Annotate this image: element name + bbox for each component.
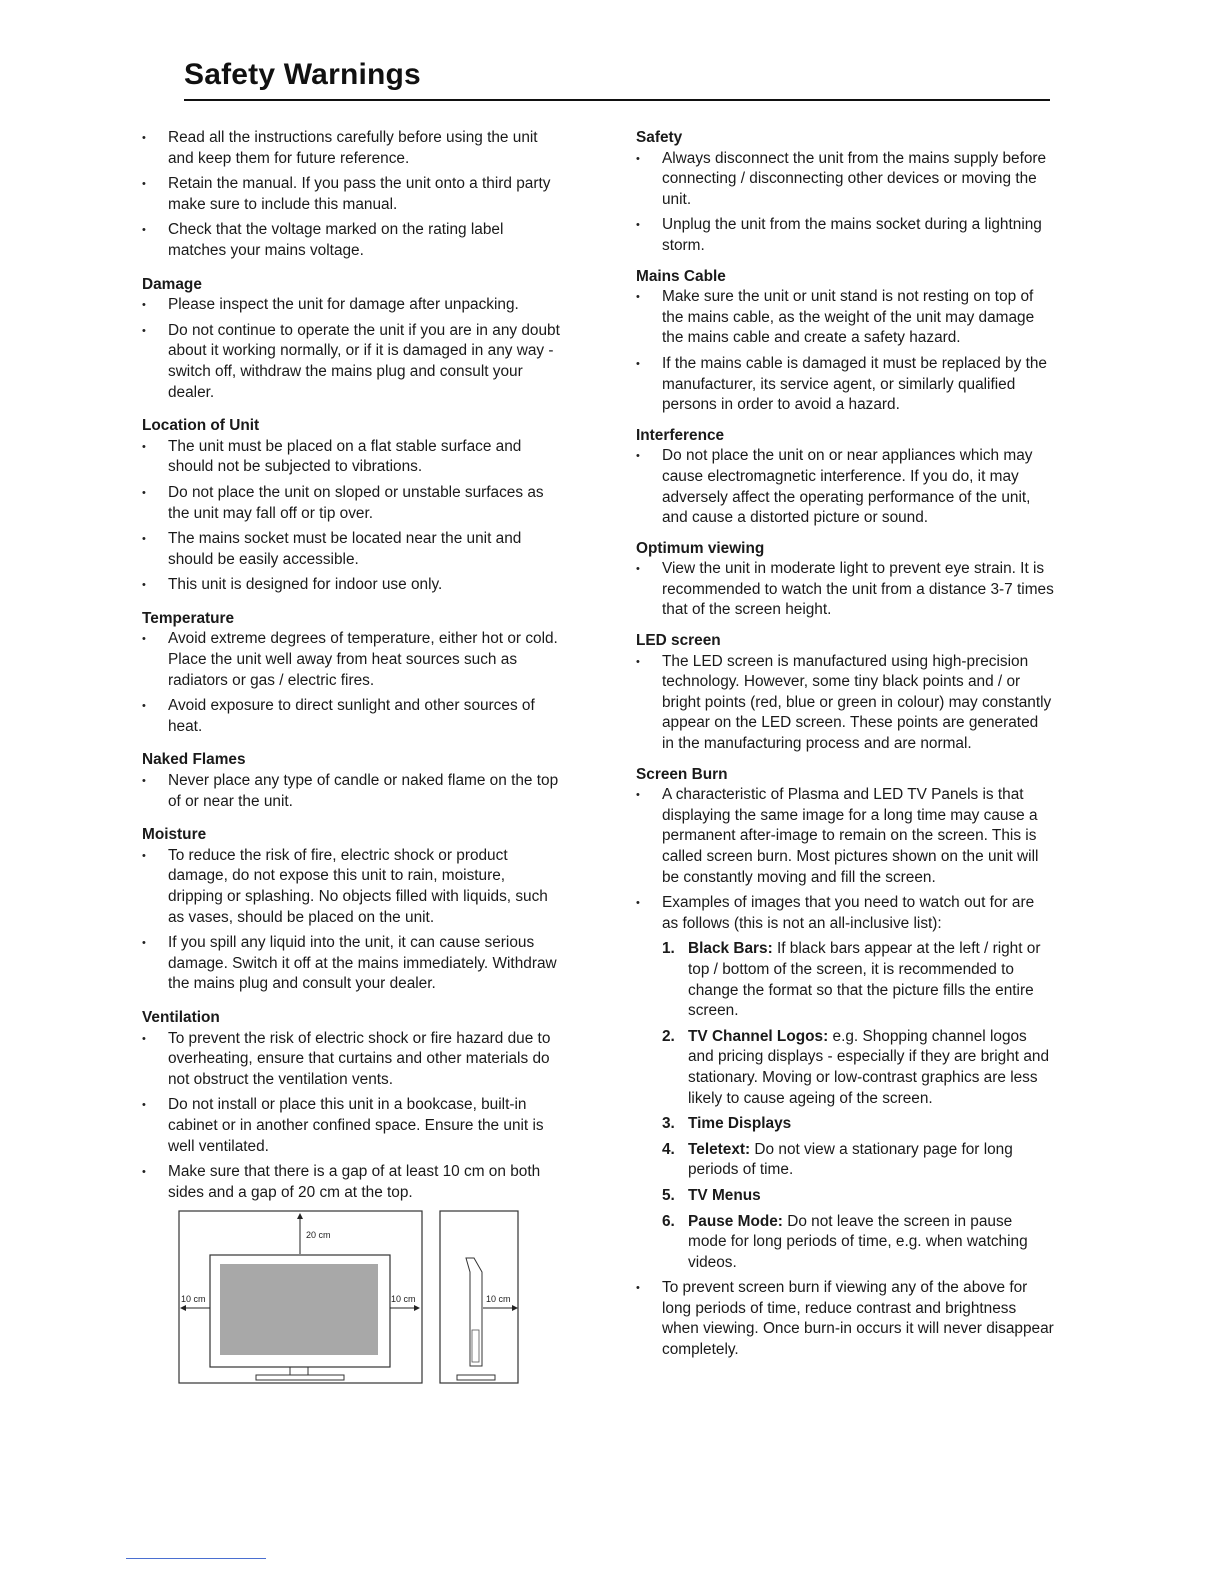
left-gap-label: 10 cm xyxy=(181,1294,206,1304)
optimum-list xyxy=(636,559,1054,621)
page-title: Safety Warnings xyxy=(184,58,421,91)
list-item: • This unit is designed for indoor use only. xyxy=(142,575,560,596)
title-rule xyxy=(184,99,1050,101)
list-item: • Retain the manual. If you pass the unit onto a third party make sure to include this manual. xyxy=(142,174,560,215)
screen-burn-list xyxy=(636,785,1054,1360)
example-item: 2. TV Channel Logos: e.g. Shopping channel logos and pricing displays - especially if they are bright and stationary. Moving or low-contrast graphics are less likely to cause ageing of the screen. xyxy=(662,1027,1050,1107)
section-heading-optimum-viewing: Optimum viewing xyxy=(636,539,765,557)
list-item: • Do not place the unit on sloped or unstable surfaces as the unit may fall off or tip over. xyxy=(142,483,560,524)
section-heading-temperature: Temperature xyxy=(142,609,235,627)
left-column xyxy=(142,128,560,1203)
examples-intro: Examples of images that you need to watch out for are as follows (this is not an all-inclusive list): xyxy=(662,894,1035,932)
ventilation-diagram-svg xyxy=(178,1210,523,1386)
section-heading-led-screen: LED screen xyxy=(636,632,721,650)
section-heading-safety: Safety xyxy=(636,129,683,146)
tv-side-icon xyxy=(466,1258,482,1366)
list-item: • Do not place the unit on or near appliances which may cause electromagnetic interference. If you do, it may adversely affect the operating performance of the unit, and cause a distorted picture or sound. xyxy=(636,446,1054,528)
tv-side-stand xyxy=(457,1375,495,1380)
list-item: • Avoid exposure to direct sunlight and other sources of heat. xyxy=(142,696,560,737)
section-heading-naked-flames: Naked Flames xyxy=(142,751,246,769)
location-list xyxy=(142,437,560,596)
example-item: 6. Pause Mode: Do not leave the screen in pause mode for long periods of time, e.g. when watching videos. xyxy=(662,1212,1028,1271)
list-item: • View the unit in moderate light to prevent eye strain. It is recommended to watch the unit from a distance 3-7 times that of the screen height. xyxy=(636,559,1054,621)
moisture-list xyxy=(142,846,560,995)
list-item: • Please inspect the unit for damage after unpacking. xyxy=(142,295,560,316)
temperature-list xyxy=(142,629,560,737)
list-item: • Read all the instructions carefully before using the unit and keep them for future reference. xyxy=(142,128,560,169)
list-item: • Do not continue to operate the unit if you are in any doubt about it working normally, or if it is damaged in any way - switch off, withdraw the mains plug and consult your dealer. xyxy=(142,321,560,403)
example-item: 1. Black Bars: If black bars appear at the left / right or top / bottom of the screen, it is recommended to change the format so that the picture fills the entire screen. xyxy=(662,940,1041,1020)
intro-list xyxy=(142,128,560,262)
ventilation-list xyxy=(142,1029,560,1204)
list-item: • To prevent the risk of electric shock or fire hazard due to overheating, ensure that curtains and other materials do not obstruct the ventilation vents. xyxy=(142,1029,560,1091)
example-item: 5. TV Menus xyxy=(662,1186,761,1204)
interference-list xyxy=(636,446,1054,528)
list-item: • Do not install or place this unit in a bookcase, built-in cabinet or in another confined space. Ensure the unit is well ventilated. xyxy=(142,1095,560,1157)
section-heading-ventilation: Ventilation xyxy=(142,1008,220,1026)
list-item: • The mains socket must be located near the unit and should be easily accessible. xyxy=(142,529,560,570)
list-item: • Check that the voltage marked on the rating label matches your mains voltage. xyxy=(142,220,560,261)
list-item: • To reduce the risk of fire, electric shock or product damage, do not expose this unit to rain, moisture, dripping or splashing. No objects filled with liquids, such as vases, should be placed on the unit. xyxy=(142,846,560,928)
side-gap-label: 10 cm xyxy=(486,1294,511,1304)
right-column xyxy=(636,128,1054,1361)
flames-list xyxy=(142,771,560,812)
list-item: • To prevent screen burn if viewing any of the above for long periods of time, reduce contrast and brightness when viewing. Once burn-in occurs it will never disappear completely. xyxy=(636,1278,1054,1360)
list-item: • The LED screen is manufactured using high-precision technology. However, some tiny black points and / or bright points (red, blue or green in colour) may constantly appear on the LED screen. These points are generated in the manufacturing process and are normal. xyxy=(636,652,1054,755)
right-gap-label: 10 cm xyxy=(391,1294,416,1304)
safety-list xyxy=(636,149,1054,257)
list-item: • Never place any type of candle or naked flame on the top of or near the unit. xyxy=(142,771,560,812)
section-heading-mains-cable: Mains Cable xyxy=(636,267,726,285)
section-heading-interference: Interference xyxy=(636,426,725,444)
section-heading-damage: Damage xyxy=(142,275,202,293)
led-list xyxy=(636,652,1054,755)
list-item xyxy=(636,893,1054,1273)
list-item: • Make sure that there is a gap of at least 10 cm on both sides and a gap of 20 cm at the top. xyxy=(142,1162,560,1203)
list-item: • A characteristic of Plasma and LED TV Panels is that displaying the same image for a long time may cause a permanent after-image to remain on the screen. This is called screen burn. Most pictures shown on the unit will be constantly moving and fill the screen. xyxy=(636,785,1054,888)
list-item: • Unplug the unit from the mains socket during a lightning storm. xyxy=(636,215,1054,256)
footer-link-line xyxy=(126,1558,266,1559)
list-item: • The unit must be placed on a flat stable surface and should not be subjected to vibrations. xyxy=(142,437,560,478)
top-gap-label: 20 cm xyxy=(306,1230,331,1240)
tv-stand-neck xyxy=(290,1367,308,1375)
section-heading-moisture: Moisture xyxy=(142,826,207,844)
example-item: 4. Teletext: Do not view a stationary page for long periods of time. xyxy=(662,1140,1013,1179)
section-heading-location: Location of Unit xyxy=(142,417,260,435)
example-item: 3. Time Displays xyxy=(662,1115,792,1133)
list-item: • If you spill any liquid into the unit, it can cause serious damage. Switch it off at the mains immediately. Withdraw the mains plug and consult your dealer. xyxy=(142,933,560,995)
list-item: • If the mains cable is damaged it must be replaced by the manufacturer, its service agent, or similarly qualified persons in order to avoid a hazard. xyxy=(636,354,1054,416)
ventilation-diagram xyxy=(178,1210,523,1391)
list-item: • Make sure the unit or unit stand is not resting on top of the mains cable, as the weight of the unit may damage the mains cable and create a safety hazard. xyxy=(636,287,1054,349)
list-item: • Avoid extreme degrees of temperature, either hot or cold. Place the unit well away from heat sources such as radiators or gas / electric fires. xyxy=(142,629,560,691)
examples-list xyxy=(636,939,1054,1273)
damage-list xyxy=(142,295,560,403)
section-heading-screen-burn: Screen Burn xyxy=(636,765,728,783)
mains-cable-list xyxy=(636,287,1054,416)
tv-stand-base xyxy=(256,1375,344,1380)
tv-screen-area xyxy=(220,1264,378,1355)
list-item: • Always disconnect the unit from the mains supply before connecting / disconnecting other devices or moving the unit. xyxy=(636,149,1054,211)
